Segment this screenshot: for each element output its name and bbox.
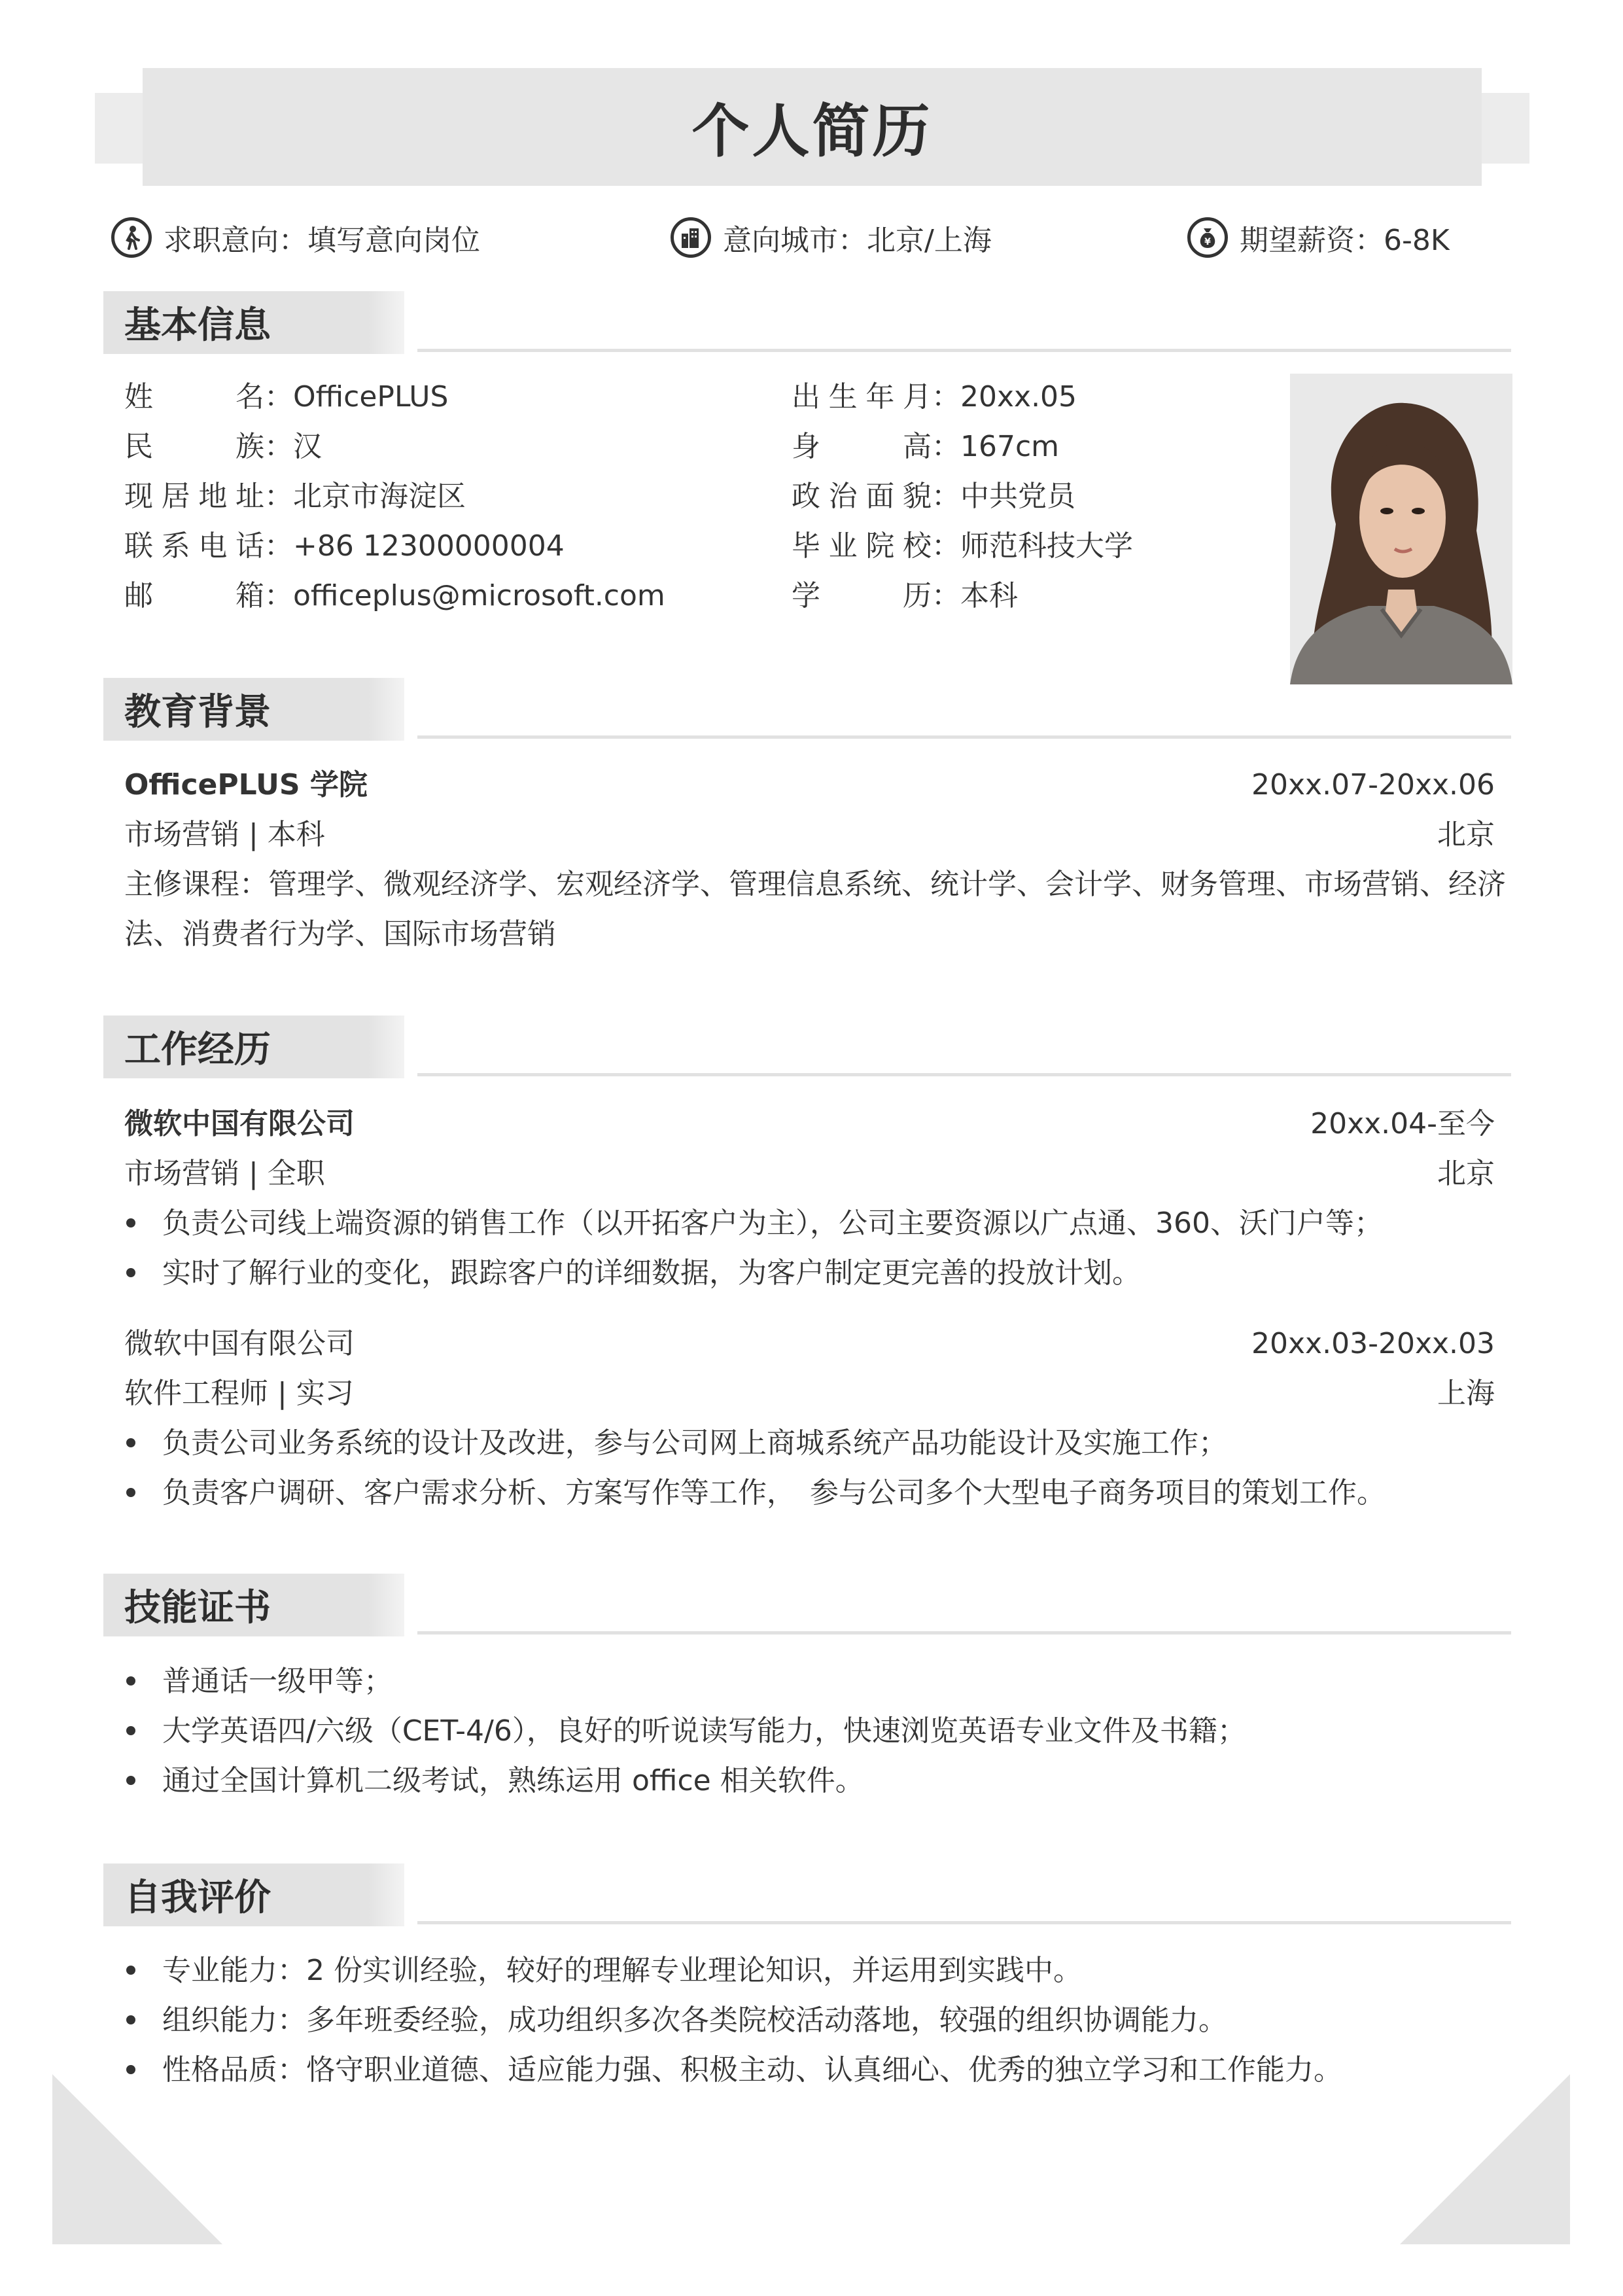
work-role: 市场营销 | 全职 <box>124 1157 325 1190</box>
work-location: 北京 <box>1437 1157 1495 1190</box>
info-row: 联系电话：+86 12300000004 <box>124 529 565 563</box>
money-bag-icon <box>1187 217 1228 258</box>
info-row: 身 高：167cm <box>792 430 1060 463</box>
section-divider <box>417 1073 1511 1076</box>
salary-intent-text: 期望薪资：6-8K <box>1240 224 1450 257</box>
work-location: 上海 <box>1437 1377 1495 1410</box>
info-row: 毕业院校：师范科技大学 <box>792 529 1133 563</box>
section-title-work: 工作经历 <box>124 1029 271 1071</box>
info-row: 政治面貌：中共党员 <box>792 480 1075 513</box>
job-intent-text: 求职意向：填写意向岗位 <box>164 224 480 257</box>
person-walking-icon <box>111 217 152 258</box>
section-divider <box>417 1631 1511 1634</box>
corner-decoration-left <box>52 2074 222 2244</box>
education-period: 20xx.07-20xx.06 <box>1251 768 1495 802</box>
work-company: 微软中国有限公司 <box>124 1327 355 1360</box>
job-intent <box>111 209 480 266</box>
bullet-icon <box>126 1488 135 1497</box>
basic-info-right <box>792 372 1133 621</box>
corner-decoration-right <box>1400 2074 1570 2244</box>
bullet-icon <box>126 1438 135 1447</box>
education-school: OfficePLUS 学院 <box>124 768 368 802</box>
info-row: 姓 名：OfficePLUS <box>124 380 449 414</box>
work-bullet: 实时了解行业的变化，跟踪客户的详细数据，为客户制定更完善的投放计划。 <box>162 1256 1141 1290</box>
work-bullet: 负责公司线上端资源的销售工作（以开拓客户为主），公司主要资源以广点通、360、沃门户等； <box>162 1207 1383 1240</box>
skill-item: 通过全国计算机二级考试，熟练运用 office 相关软件。 <box>162 1764 864 1797</box>
work-period: 20xx.04-至今 <box>1310 1107 1495 1140</box>
section-divider <box>417 1921 1511 1924</box>
bullet-icon <box>126 1268 135 1277</box>
bullet-icon <box>126 1726 135 1735</box>
info-row: 现居地址：北京市海淀区 <box>124 480 466 513</box>
work-period: 20xx.03-20xx.03 <box>1251 1327 1495 1360</box>
self-eval-item: 专业能力：2 份实训经验，较好的理解专业理论知识，并运用到实践中。 <box>162 1954 1082 1987</box>
section-title-basic: 基本信息 <box>124 304 271 347</box>
info-row: 学 历：本科 <box>792 579 1018 612</box>
info-row: 邮 箱：officeplus@microsoft.com <box>124 579 665 612</box>
education-courses-cont: 法、消费者行为学、国际市场营销 <box>124 917 556 951</box>
self-eval-item: 组织能力：多年班委经验，成功组织多次各类院校活动落地，较强的组织协调能力。 <box>162 2004 1227 2037</box>
education-courses: 主修课程：管理学、微观经济学、宏观经济学、管理信息系统、统计学、会计学、财务管理、市场营销、经济 <box>124 868 1506 901</box>
section-divider <box>417 735 1511 739</box>
bullet-icon <box>126 1218 135 1227</box>
page-title: 个人简历 <box>691 97 933 165</box>
bullet-icon <box>126 2065 135 2074</box>
info-row: 出生年月：20xx.05 <box>792 380 1077 414</box>
basic-info-left <box>124 372 665 621</box>
education-major: 市场营销 | 本科 <box>124 818 325 851</box>
section-title-skills: 技能证书 <box>124 1587 271 1629</box>
svg-text:¥: ¥ <box>1204 237 1211 247</box>
education-location: 北京 <box>1437 818 1495 851</box>
skill-item: 普通话一级甲等； <box>162 1665 393 1698</box>
buildings-icon <box>671 217 711 258</box>
work-bullet: 负责公司业务系统的设计及改进，参与公司网上商城系统产品功能设计及实施工作； <box>162 1426 1227 1460</box>
section-divider <box>417 349 1511 352</box>
city-intent <box>671 209 992 266</box>
info-row: 民 族：汉 <box>124 430 322 463</box>
work-role: 软件工程师 | 实习 <box>124 1377 354 1410</box>
section-title-education: 教育背景 <box>124 691 271 733</box>
bullet-icon <box>126 1776 135 1785</box>
section-title-self: 自我评价 <box>124 1877 271 1919</box>
bullet-icon <box>126 1966 135 1975</box>
bullet-icon <box>126 2015 135 2024</box>
skill-item: 大学英语四/六级（CET-4/6），良好的听说读写能力，快速浏览英语专业文件及书籍； <box>162 1714 1246 1748</box>
profile-photo <box>1290 374 1512 684</box>
bullet-icon <box>126 1676 135 1686</box>
work-bullet: 负责客户调研、客户需求分析、方案写作等工作， 参与公司多个大型电子商务项目的策划工作。 <box>162 1476 1386 1510</box>
self-eval-item: 性格品质：恪守职业道德、适应能力强、积极主动、认真细心、优秀的独立学习和工作能力。 <box>162 2053 1342 2087</box>
city-intent-text: 意向城市：北京/上海 <box>723 224 992 257</box>
work-company: 微软中国有限公司 <box>124 1107 355 1140</box>
salary-intent <box>1187 209 1450 266</box>
